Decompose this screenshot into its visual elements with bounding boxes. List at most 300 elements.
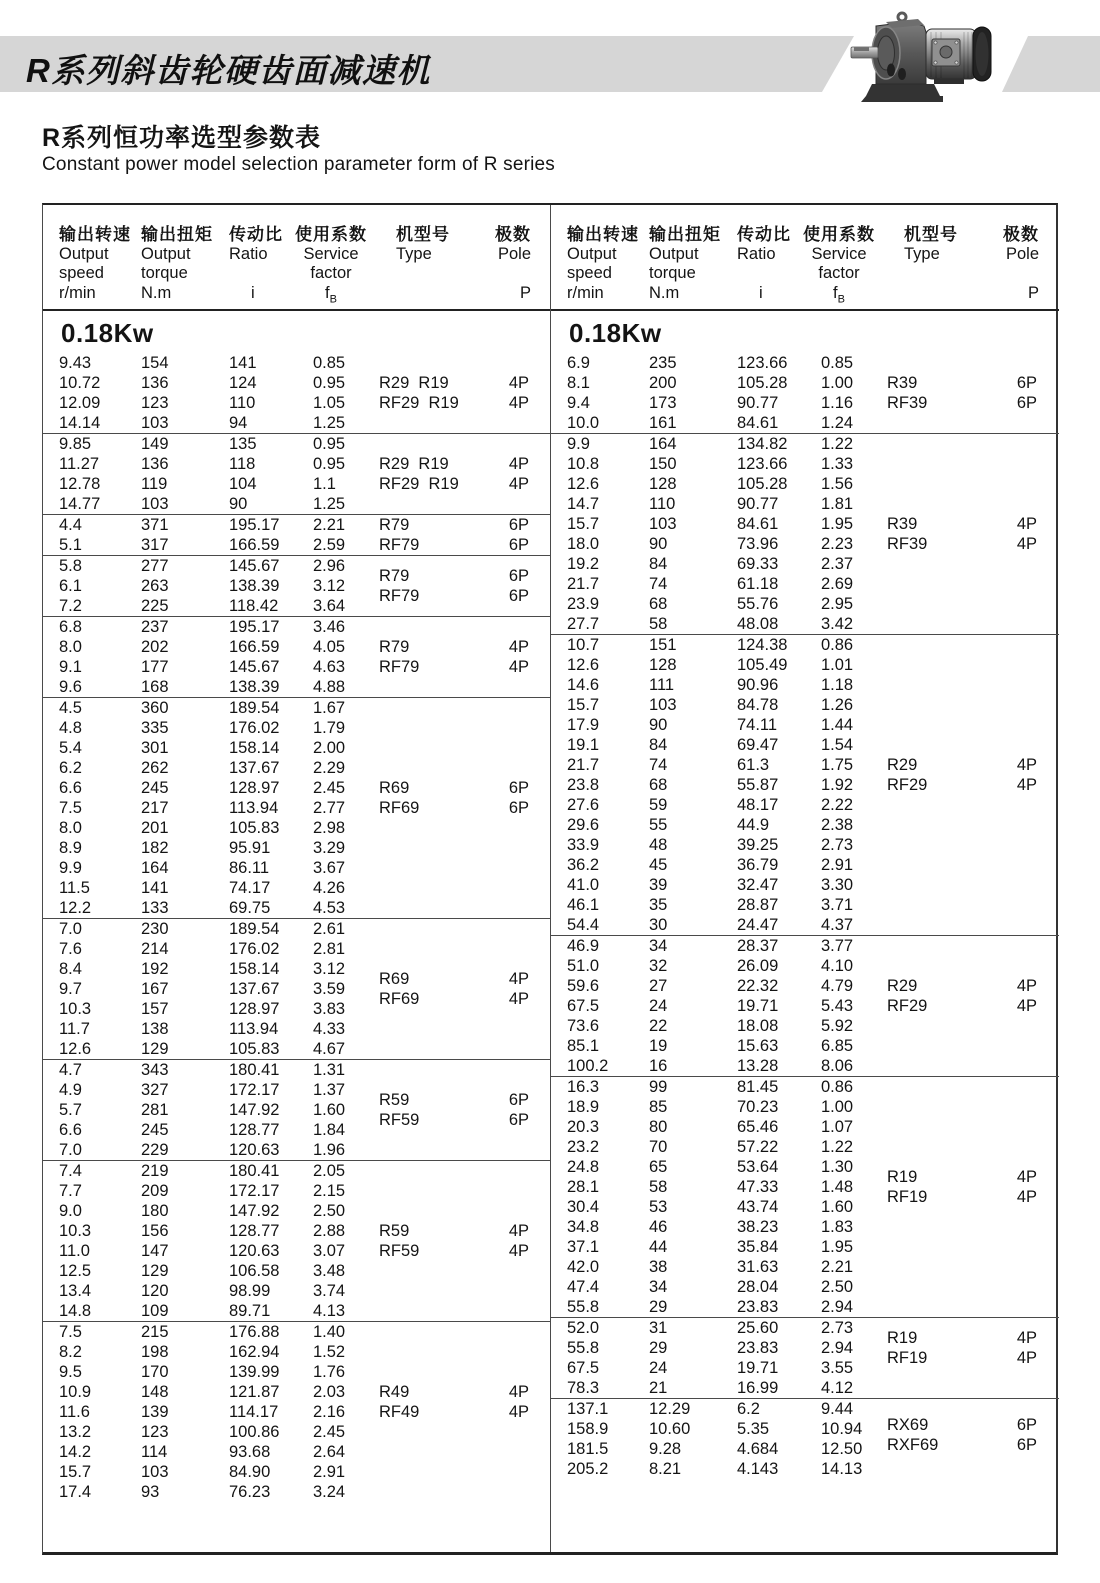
cell-ratio: 18.08 (737, 1017, 779, 1035)
cell-factor: 1.1 (313, 475, 336, 493)
cell-speed: 8.1 (567, 374, 590, 392)
cell-ratio: 4.143 (737, 1460, 779, 1478)
cell-factor: 1.79 (313, 719, 346, 737)
power-section-label: 0.18Kw (569, 318, 662, 348)
cell-speed: 34.8 (567, 1218, 600, 1236)
cell-torque: 343 (141, 1061, 169, 1079)
table-row (551, 835, 1059, 855)
model-type: RF69 (379, 990, 420, 1008)
header-col-3: 使用系数 Service factor $f_B$ (295, 225, 367, 305)
cell-torque: 34 (649, 1278, 668, 1296)
cell-torque: 103 (141, 1463, 169, 1481)
cell-torque: 202 (141, 638, 169, 656)
cell-factor: 2.50 (821, 1278, 854, 1296)
cell-speed: 11.6 (59, 1403, 90, 1421)
cell-factor: 1.18 (821, 676, 854, 694)
cell-ratio: 25.60 (737, 1319, 779, 1337)
cell-factor: 1.31 (313, 1061, 346, 1079)
cell-ratio: 95.91 (229, 839, 271, 857)
cell-factor: 1.00 (821, 374, 854, 392)
cell-factor: 3.77 (821, 937, 854, 955)
cell-ratio: 123.66 (737, 455, 788, 473)
header-col-1: 输出扭矩 Output torque N.m (141, 225, 213, 302)
cell-ratio: 69.75 (229, 899, 271, 917)
type-pole-block (379, 1090, 529, 1130)
model-type: R79 (379, 516, 410, 534)
cell-factor: 1.60 (821, 1198, 854, 1216)
cell-factor: 1.96 (313, 1141, 346, 1159)
cell-speed: 181.5 (567, 1440, 609, 1458)
type-pole-block (379, 1221, 529, 1261)
cell-factor: 1.07 (821, 1118, 854, 1136)
cell-torque: 22 (649, 1017, 668, 1035)
cell-speed: 23.2 (567, 1138, 600, 1156)
cell-ratio: 128.77 (229, 1222, 280, 1240)
cell-speed: 5.1 (59, 536, 82, 554)
pole-count: 6P (508, 567, 529, 585)
cell-ratio: 147.92 (229, 1202, 280, 1220)
table-row (551, 1237, 1059, 1257)
cell-speed: 9.4 (567, 394, 590, 412)
table-row (43, 758, 551, 778)
cell-factor: 2.50 (313, 1202, 346, 1220)
cell-speed: 9.5 (59, 1363, 82, 1381)
cell-torque: 327 (141, 1081, 169, 1099)
cell-speed: 7.0 (59, 920, 82, 938)
cell-factor: 1.33 (821, 455, 854, 473)
cell-ratio: 48.17 (737, 796, 779, 814)
cell-factor: 1.76 (313, 1363, 346, 1381)
cell-speed: 19.2 (567, 555, 600, 573)
cell-speed: 54.4 (567, 916, 600, 934)
table-row (551, 494, 1059, 514)
pole-count: 4P (1016, 1168, 1037, 1186)
lifting-eye (898, 13, 906, 21)
cell-factor: 2.16 (313, 1403, 346, 1421)
table-row (551, 1097, 1059, 1117)
table-row (43, 1301, 551, 1321)
cell-factor: 2.81 (313, 940, 346, 958)
cell-torque: 182 (141, 839, 169, 857)
cell-speed: 14.14 (59, 414, 101, 432)
pole-count: 4P (1016, 1329, 1037, 1347)
table-row (43, 434, 551, 454)
model-type: R29 R19 (379, 374, 449, 392)
cell-speed: 20.3 (567, 1118, 600, 1136)
cell-ratio: 113.94 (229, 799, 279, 817)
cell-ratio: 53.64 (737, 1158, 779, 1176)
cell-torque: 150 (649, 455, 677, 473)
cell-torque: 35 (649, 896, 668, 914)
cell-ratio: 158.14 (229, 960, 280, 978)
ratio-group (43, 353, 551, 433)
cell-torque: 129 (141, 1040, 169, 1058)
ratio-group (43, 1059, 551, 1160)
cell-speed: 6.6 (59, 779, 82, 797)
cell-factor: 2.03 (313, 1383, 346, 1401)
cell-speed: 4.5 (59, 699, 82, 717)
cell-factor: 0.95 (313, 455, 346, 473)
cell-ratio: 48.08 (737, 615, 779, 633)
table-row (43, 838, 551, 858)
cell-torque: 84 (649, 736, 668, 754)
model-type: RXF69 (887, 1436, 939, 1454)
cell-torque: 263 (141, 577, 169, 595)
pole-count: 4P (1016, 1349, 1037, 1367)
table-row (551, 855, 1059, 875)
cell-torque: 74 (649, 575, 668, 593)
model-type: R29 (887, 977, 918, 995)
cell-speed: 55.8 (567, 1298, 600, 1316)
cell-speed: 14.77 (59, 495, 101, 513)
cell-torque: 281 (141, 1101, 169, 1119)
cell-factor: 2.15 (313, 1182, 346, 1200)
cell-speed: 4.4 (59, 516, 82, 534)
type-pole-block (887, 514, 1037, 554)
pole-count: 6P (508, 587, 529, 605)
cell-speed: 37.1 (567, 1238, 600, 1256)
header-col-4: 机型号 Type (904, 225, 958, 263)
cell-ratio: 106.58 (229, 1262, 280, 1280)
cell-factor: 2.73 (821, 836, 854, 854)
cell-torque: 27 (649, 977, 668, 995)
cell-torque: 119 (141, 475, 168, 493)
model-type: R79 (379, 638, 410, 656)
cell-speed: 11.0 (59, 1242, 90, 1260)
ratio-group (551, 935, 1059, 1076)
cell-ratio: 84.61 (737, 515, 779, 533)
model-type: RF39 (887, 394, 928, 412)
cell-speed: 21.7 (567, 575, 600, 593)
cell-ratio: 90.77 (737, 394, 779, 412)
table-half-right (550, 205, 1059, 1552)
cell-torque: 301 (141, 739, 169, 757)
table-row (43, 718, 551, 738)
cell-speed: 205.2 (567, 1460, 609, 1478)
cell-ratio: 28.04 (737, 1278, 779, 1296)
cell-ratio: 90.96 (737, 676, 779, 694)
cell-speed: 55.8 (567, 1339, 600, 1357)
pole-count: 4P (508, 970, 529, 988)
type-pole-block (887, 373, 1037, 413)
cell-factor: 4.33 (313, 1020, 346, 1038)
cell-speed: 78.3 (567, 1379, 600, 1397)
cell-ratio: 74.11 (737, 716, 778, 734)
cell-torque: 164 (649, 435, 677, 453)
cell-factor: 4.10 (821, 957, 854, 975)
table-row (551, 635, 1059, 655)
cell-speed: 4.8 (59, 719, 82, 737)
cell-torque: 235 (649, 354, 677, 372)
cell-torque: 46 (649, 1218, 668, 1236)
cell-torque: 45 (649, 856, 668, 874)
table-header (551, 205, 1059, 311)
cell-torque: 10.60 (649, 1420, 691, 1438)
cell-torque: 138 (141, 1020, 169, 1038)
banner-band-right (1000, 36, 1100, 92)
cell-torque: 65 (649, 1158, 668, 1176)
cell-ratio: 135 (229, 435, 257, 453)
cell-factor: 4.53 (313, 899, 346, 917)
cell-factor: 1.16 (821, 394, 854, 412)
cell-torque: 53 (649, 1198, 668, 1216)
model-type: RF19 (887, 1188, 928, 1206)
cell-ratio: 19.71 (737, 1359, 779, 1377)
model-type: RF29 (887, 776, 928, 794)
table-row (43, 1140, 551, 1160)
ratio-group (43, 616, 551, 697)
cell-ratio: 69.47 (737, 736, 779, 754)
cell-ratio: 180.41 (229, 1162, 280, 1180)
cell-speed: 12.2 (59, 899, 92, 917)
cell-factor: 1.25 (313, 495, 346, 513)
model-type: RX69 (887, 1416, 929, 1434)
cell-factor: 8.06 (821, 1057, 854, 1075)
table-row (551, 474, 1059, 494)
cell-factor: 4.13 (313, 1302, 346, 1320)
cell-ratio: 141 (229, 354, 257, 372)
table-row (551, 1137, 1059, 1157)
cell-ratio: 84.61 (737, 414, 779, 432)
cell-torque: 335 (141, 719, 169, 737)
cell-factor: 1.22 (821, 435, 854, 453)
cell-ratio: 93.68 (229, 1443, 271, 1461)
cell-factor: 3.29 (313, 839, 346, 857)
pole-count: 4P (1016, 776, 1037, 794)
model-type: RF29 (887, 997, 928, 1015)
table-row (43, 1482, 551, 1502)
model-type: R39 (887, 374, 918, 392)
table-row (43, 1181, 551, 1201)
cell-torque: 32 (649, 957, 668, 975)
cell-ratio: 123.66 (737, 354, 788, 372)
cell-speed: 46.1 (567, 896, 600, 914)
cell-torque: 103 (141, 414, 169, 432)
table-row (43, 919, 551, 939)
cell-factor: 1.22 (821, 1138, 854, 1156)
cell-torque: 157 (141, 1000, 169, 1018)
cell-speed: 7.2 (59, 597, 82, 615)
cell-speed: 9.0 (59, 1202, 82, 1220)
cell-speed: 59.6 (567, 977, 600, 995)
table-row (551, 434, 1059, 454)
cell-factor: 2.23 (821, 535, 854, 553)
type-pole-block (887, 976, 1037, 1016)
model-type: R59 (379, 1222, 410, 1240)
cell-speed: 41.0 (567, 876, 600, 894)
table-row (551, 1077, 1059, 1097)
cell-speed: 19.1 (567, 736, 600, 754)
cell-ratio: 61.18 (737, 575, 779, 593)
type-pole-block (379, 1382, 529, 1422)
cell-torque: 219 (141, 1162, 169, 1180)
cell-speed: 23.8 (567, 776, 600, 794)
cell-torque: 225 (141, 597, 169, 615)
model-type: RF79 (379, 587, 420, 605)
cell-torque: 229 (141, 1141, 169, 1159)
table-row (43, 1039, 551, 1059)
cell-speed: 27.7 (567, 615, 600, 633)
cell-torque: 201 (141, 819, 169, 837)
cell-ratio: 39.25 (737, 836, 779, 854)
table-row (43, 898, 551, 918)
cell-ratio: 105.28 (737, 374, 788, 392)
cell-ratio: 118 (229, 455, 256, 473)
cell-speed: 4.7 (59, 1061, 82, 1079)
header-col-5: 极数 Pole P (495, 225, 531, 302)
pole-count: 6P (508, 1111, 529, 1129)
cell-ratio: 120.63 (229, 1141, 280, 1159)
cell-torque: 58 (649, 1178, 668, 1196)
cell-ratio: 189.54 (229, 699, 280, 717)
cell-factor: 3.48 (313, 1262, 346, 1280)
cell-factor: 1.52 (313, 1343, 346, 1361)
cell-ratio: 26.09 (737, 957, 779, 975)
cell-factor: 0.86 (821, 1078, 854, 1096)
cell-factor: 0.86 (821, 636, 854, 654)
page-title-zh: R系列恒功率选型参数表 (42, 124, 322, 152)
cell-ratio: 35.84 (737, 1238, 779, 1256)
table-row (43, 617, 551, 637)
table-row (551, 1217, 1059, 1237)
cell-speed: 8.2 (59, 1343, 82, 1361)
table-row (43, 858, 551, 878)
cell-speed: 10.8 (567, 455, 600, 473)
cell-torque: 167 (141, 980, 169, 998)
cell-torque: 99 (649, 1078, 668, 1096)
cell-ratio: 105.83 (229, 819, 280, 837)
cell-speed: 5.4 (59, 739, 82, 757)
table-row (551, 353, 1059, 373)
cell-speed: 85.1 (567, 1037, 600, 1055)
cell-factor: 2.05 (313, 1162, 346, 1180)
parameter-table (42, 203, 1058, 1555)
cell-ratio: 90.77 (737, 495, 779, 513)
table-row (43, 677, 551, 697)
table-row (43, 1261, 551, 1281)
pole-count: 6P (1016, 1416, 1037, 1434)
cell-ratio: 36.79 (737, 856, 779, 874)
cell-torque: 70 (649, 1138, 668, 1156)
cell-factor: 0.85 (313, 354, 346, 372)
cell-torque: 74 (649, 756, 668, 774)
cell-factor: 1.30 (821, 1158, 854, 1176)
cell-speed: 11.5 (59, 879, 90, 897)
cell-torque: 59 (649, 796, 668, 814)
cell-factor: 2.21 (821, 1258, 854, 1276)
ratio-group (43, 697, 551, 918)
cell-factor: 6.85 (821, 1037, 854, 1055)
cell-torque: 136 (141, 455, 169, 473)
cell-ratio: 57.22 (737, 1138, 779, 1156)
cell-speed: 6.9 (567, 354, 590, 372)
cell-ratio: 31.63 (737, 1258, 779, 1276)
pole-count: 4P (508, 1383, 529, 1401)
cell-ratio: 28.37 (737, 937, 779, 955)
cell-factor: 9.44 (821, 1400, 854, 1418)
cell-speed: 10.72 (59, 374, 101, 392)
cell-speed: 9.7 (59, 980, 82, 998)
pole-count: 6P (1016, 1436, 1037, 1454)
cell-ratio: 23.83 (737, 1339, 779, 1357)
cell-torque: 24 (649, 1359, 668, 1377)
cell-torque: 170 (141, 1363, 169, 1381)
ratio-group (551, 1317, 1059, 1398)
cell-torque: 44 (649, 1238, 668, 1256)
cell-torque: 173 (649, 394, 677, 412)
cell-ratio: 139.99 (229, 1363, 280, 1381)
model-type: RF59 (379, 1242, 420, 1260)
cell-speed: 8.0 (59, 638, 82, 656)
cell-factor: 1.84 (313, 1121, 346, 1139)
table-row (43, 1442, 551, 1462)
cell-ratio: 114.17 (229, 1403, 279, 1421)
cell-torque: 154 (141, 354, 169, 372)
table-row (43, 939, 551, 959)
cell-factor: 4.88 (313, 678, 346, 696)
cell-speed: 9.85 (59, 435, 92, 453)
table-row (43, 1201, 551, 1221)
cell-speed: 12.5 (59, 1262, 92, 1280)
cell-factor: 1.44 (821, 716, 854, 734)
model-type: R29 (887, 756, 918, 774)
cell-torque: 19 (649, 1037, 668, 1055)
cell-ratio: 5.35 (737, 1420, 770, 1438)
cell-torque: 168 (141, 678, 169, 696)
cell-speed: 6.6 (59, 1121, 82, 1139)
cell-factor: 4.05 (313, 638, 346, 656)
cell-ratio: 84.78 (737, 696, 779, 714)
cell-factor: 5.43 (821, 997, 854, 1015)
ratio-group (551, 1076, 1059, 1317)
cell-ratio: 147.92 (229, 1101, 280, 1119)
cell-speed: 6.2 (59, 759, 82, 777)
cell-torque: 141 (141, 879, 169, 897)
cell-torque: 90 (649, 716, 668, 734)
cell-torque: 371 (141, 516, 169, 534)
table-row (551, 1297, 1059, 1317)
cell-ratio: 189.54 (229, 920, 280, 938)
cell-factor: 3.07 (313, 1242, 346, 1260)
cell-torque: 192 (141, 960, 169, 978)
table-row (551, 554, 1059, 574)
cell-speed: 33.9 (567, 836, 600, 854)
cell-ratio: 138.39 (229, 577, 280, 595)
table-row (43, 1342, 551, 1362)
cell-torque: 147 (141, 1242, 169, 1260)
table-row (551, 956, 1059, 976)
cell-ratio: 4.684 (737, 1440, 779, 1458)
table-row (43, 1362, 551, 1382)
type-pole-block (887, 755, 1037, 795)
table-row (551, 1257, 1059, 1277)
model-type: RF79 (379, 658, 420, 676)
cell-ratio: 172.17 (229, 1081, 280, 1099)
pole-count: 4P (1016, 997, 1037, 1015)
cell-speed: 100.2 (567, 1057, 609, 1075)
cell-speed: 9.9 (59, 859, 82, 877)
table-row (43, 1322, 551, 1342)
table-row (551, 413, 1059, 433)
cell-ratio: 145.67 (229, 557, 280, 575)
cell-factor: 1.05 (313, 394, 346, 412)
model-type: R29 R19 (379, 455, 449, 473)
cell-speed: 24.8 (567, 1158, 600, 1176)
table-row (551, 1056, 1059, 1076)
cell-torque: 110 (649, 495, 676, 513)
table-row (43, 1060, 551, 1080)
cell-factor: 2.94 (821, 1298, 854, 1316)
